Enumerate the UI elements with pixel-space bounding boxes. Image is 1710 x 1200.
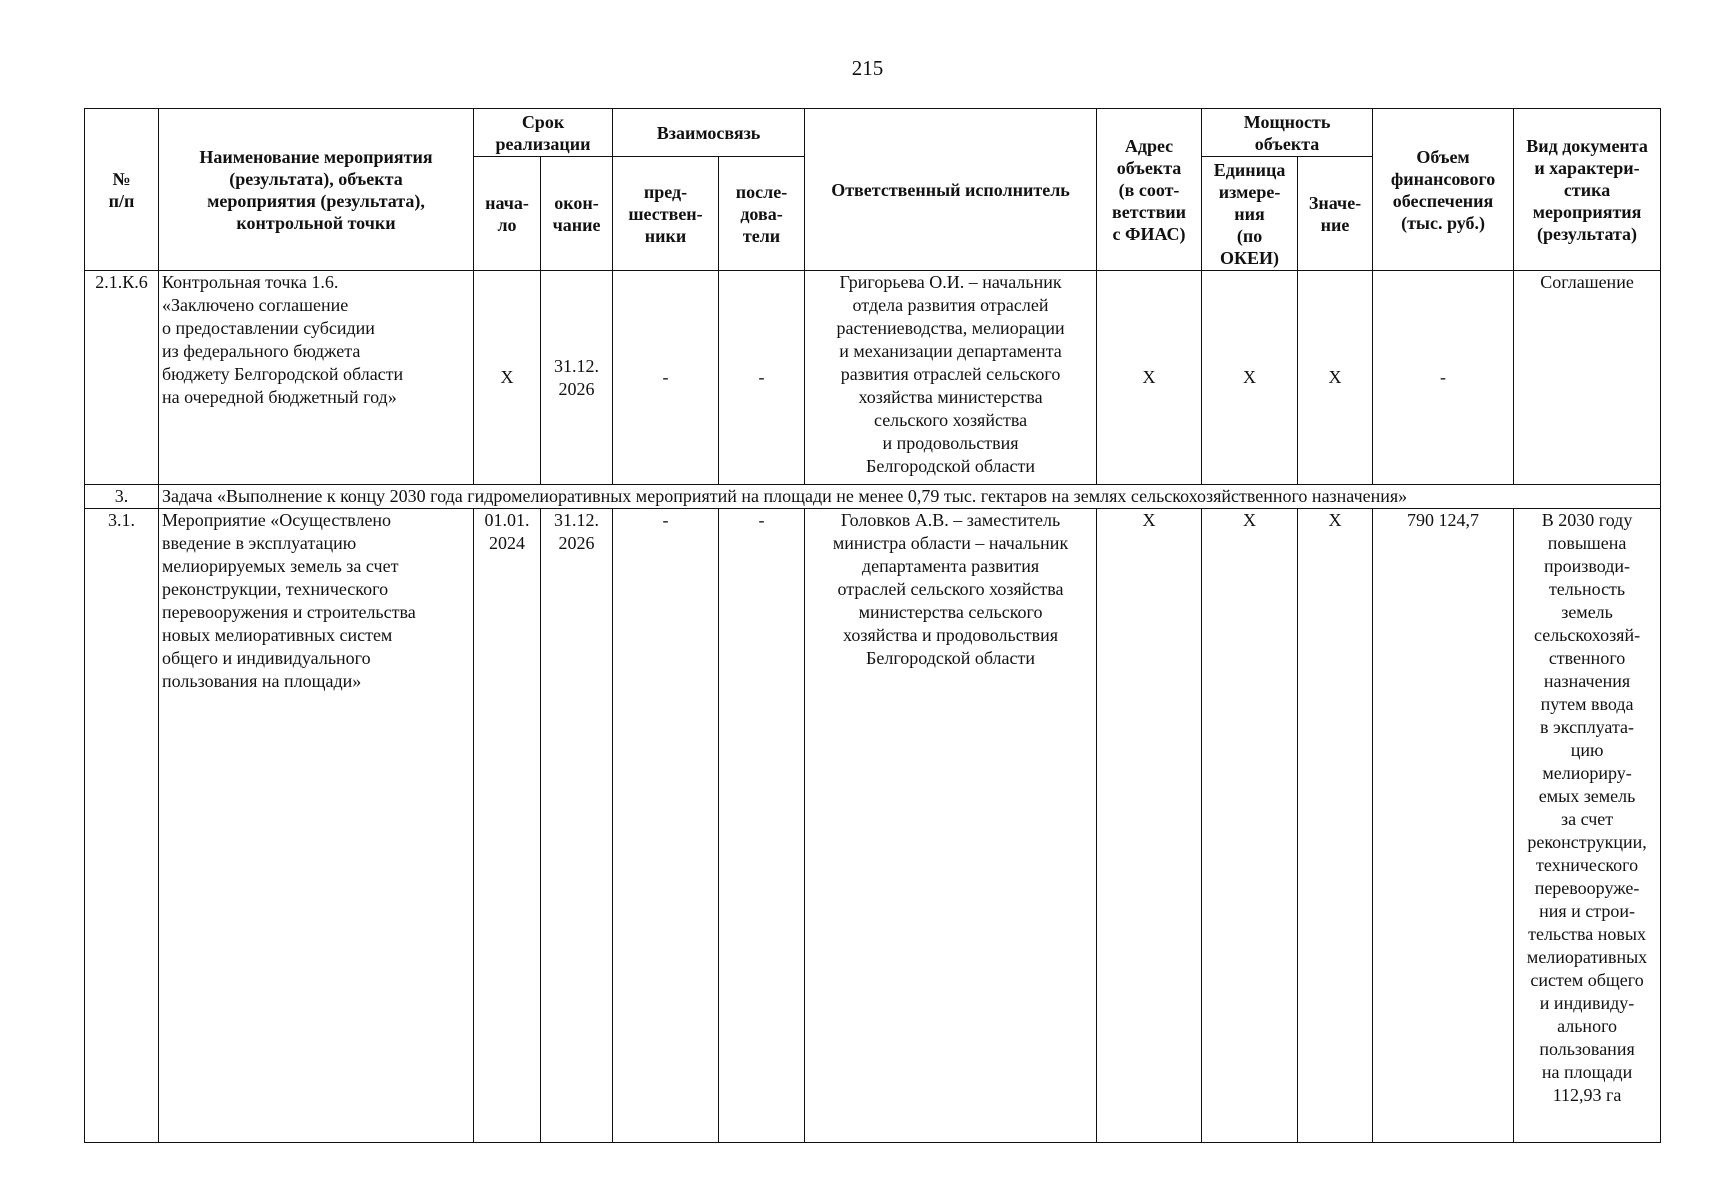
- header-link-prev: пред- шествен- ники: [613, 157, 719, 271]
- header-link-group: Взаимосвязь: [613, 109, 805, 157]
- row-next: -: [719, 271, 805, 485]
- table-row: [85, 271, 1661, 485]
- header-doc-type: Вид документа и характери- стика мероприятия (результата): [1514, 109, 1661, 271]
- row-address: X: [1097, 509, 1202, 1143]
- task-num: 3.: [85, 485, 159, 509]
- row-unit: X: [1202, 509, 1298, 1143]
- header-term-end: окон- чание: [541, 157, 613, 271]
- header-value: Значе- ние: [1298, 157, 1373, 271]
- header-num: № п/п: [85, 109, 159, 271]
- activities-table: [84, 108, 1661, 1143]
- row-funding: 790 124,7: [1373, 509, 1514, 1143]
- row-executor: Григорьева О.И. – начальник отдела развития отраслей растениеводства, мелиорации и механизации департамента развития отраслей сельского хозяйства министерства сельского хозяйства и продовольствия Белгородской области: [805, 271, 1097, 485]
- row-name: Контрольная точка 1.6. «Заключено соглашение о предоставлении субсидии из федерального бюджета бюджету Белгородской области на очередной бюджетный год»: [159, 271, 474, 485]
- row-name: Мероприятие «Осуществлено введение в эксплуатацию мелиорируемых земель за счет реконструкции, технического перевооружения и строительства новых мелиоративных систем общего и индивидуального пользования на площади»: [159, 509, 474, 1143]
- row-start: X: [474, 271, 541, 485]
- row-num: 2.1.К.6: [85, 271, 159, 485]
- row-doc-type: Соглашение: [1514, 271, 1661, 485]
- row-executor: Головков А.В. – заместитель министра области – начальник департамента развития отраслей сельского хозяйства министерства сельского хозяйства и продовольствия Белгородской области: [805, 509, 1097, 1143]
- row-unit: X: [1202, 271, 1298, 485]
- table-row: [85, 509, 1661, 1143]
- header-address: Адрес объекта (в соот- ветствии с ФИАС): [1097, 109, 1202, 271]
- row-address: X: [1097, 271, 1202, 485]
- row-end: 31.12. 2026: [541, 509, 613, 1143]
- row-value: X: [1298, 271, 1373, 485]
- row-next: -: [719, 509, 805, 1143]
- row-funding: -: [1373, 271, 1514, 485]
- row-end: 31.12. 2026: [541, 271, 613, 485]
- header-capacity-group: Мощность объекта: [1202, 109, 1373, 157]
- header-name: Наименование мероприятия (результата), объекта мероприятия (результата), контрольной точки: [159, 109, 474, 271]
- header-executor: Ответственный исполнитель: [805, 109, 1097, 271]
- row-start: 01.01. 2024: [474, 509, 541, 1143]
- row-prev: -: [613, 509, 719, 1143]
- row-doc-type: В 2030 году повышена производи- тельность земель сельскохозяй- ственного назначения путем ввода в эксплуата- цию мелиориру- емых земель за счет реконструкции, технического перевооруже- ния и строи- тельства новых мелиоративных систем общего и индивиду- ального пользования на площади 112,93 га: [1514, 509, 1661, 1143]
- row-prev: -: [613, 271, 719, 485]
- header-funding: Объем финансового обеспечения (тыс. руб.): [1373, 109, 1514, 271]
- header-link-next: после- дова- тели: [719, 157, 805, 271]
- header-term-start: нача- ло: [474, 157, 541, 271]
- header-row-1: [85, 109, 1661, 157]
- header-term-group: Срок реализации: [474, 109, 613, 157]
- task-text: Задача «Выполнение к концу 2030 года гидромелиоративных мероприятий на площади не менее 0,79 тыс. гектаров на землях сельскохозяйственного назначения»: [159, 485, 1661, 509]
- task-row: [85, 485, 1661, 509]
- row-value: X: [1298, 509, 1373, 1143]
- page-number: 215: [851, 56, 884, 80]
- header-unit: Единица измере- ния (по ОКЕИ): [1202, 157, 1298, 271]
- row-num: 3.1.: [85, 509, 159, 1143]
